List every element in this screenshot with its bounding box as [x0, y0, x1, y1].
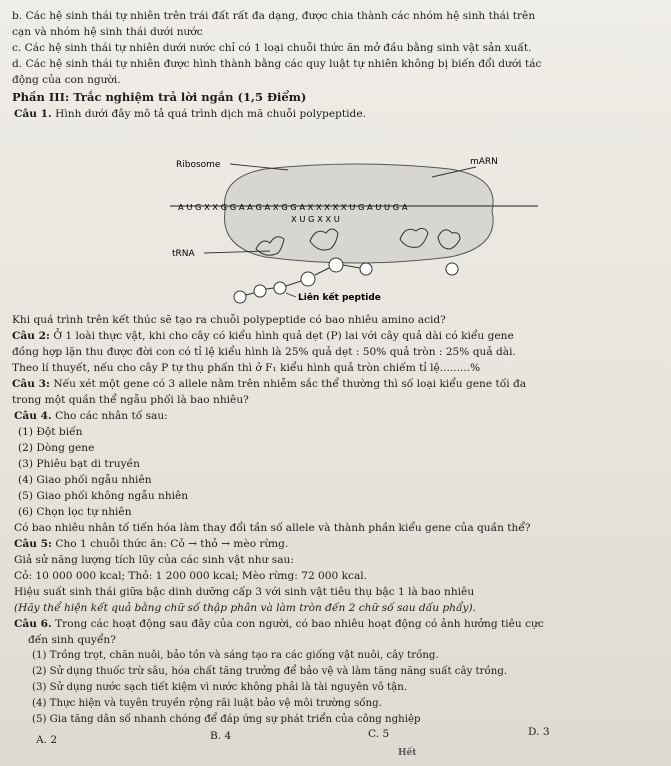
q2-text1: Ở 1 loài thực vật, khi cho cây có kiểu hình quả dẹt (P) lai với cây quả dài có kiểu gene — [49, 330, 514, 342]
peptide-bond-label: Liên kết peptide — [298, 293, 381, 303]
q6-item: (5) Gia tăng dân số nhanh chóng để đáp ứng sự phát triển của công nghiệp — [32, 714, 421, 725]
q1-text: Hình dưới đây mô tả quá trình dịch mã chuỗi polypeptide. — [51, 108, 366, 120]
amino-acid — [274, 282, 286, 294]
amino-acid — [329, 258, 343, 272]
q3-line2: trong một quần thể ngẫu phối là bao nhiêu? — [12, 394, 249, 406]
amino-acid — [254, 285, 266, 297]
q3-label: Câu 3: — [12, 378, 50, 390]
mrna-label: mARN — [470, 157, 498, 167]
q6-label: Câu 6. — [14, 618, 52, 630]
q1-prompt — [14, 108, 366, 121]
translation-diagram — [170, 153, 540, 311]
q6-line1 — [14, 618, 544, 631]
q2-label: Câu 2: — [12, 330, 50, 342]
q3-text1: Nếu xét một gene có 3 allele nằm trên nhiễm sắc thể thường thì số loại kiểu gene tối đa — [49, 378, 527, 390]
q4-intro — [14, 410, 168, 423]
statement-b-line1: b. Các hệ sinh thái tự nhiên trên trái đất rất đa dạng, được chia thành các nhóm hệ sinh thái trên — [12, 10, 536, 22]
q4-intro-text: Cho các nhân tố sau: — [51, 410, 168, 422]
q5-line4: Hiệu suất sinh thái giữa bậc dinh dưỡng cấp 3 với sinh vật tiêu thụ bậc 1 là bao nhiêu — [14, 586, 475, 598]
q5-line5: (Hãy thể hiện kết quả bằng chữ số thập phân và làm tròn đến 2 chữ số sau dấu phẩy). — [14, 602, 476, 614]
q4-label: Câu 4. — [14, 410, 52, 422]
amino-acid — [360, 263, 372, 275]
amino-acid — [301, 272, 315, 286]
q4-item: (1) Đột biến — [18, 426, 83, 438]
q4-question: Có bao nhiêu nhân tố tiến hóa làm thay đổi tần số allele và thành phần kiểu gene của quần thể? — [14, 522, 531, 534]
part3-title: Phần III: Trắc nghiệm trả lời ngắn (1,5 Điểm) — [12, 90, 307, 104]
q6-line2: đến sinh quyển? — [28, 634, 116, 646]
trna-anticodons: X U G X X U — [291, 214, 340, 224]
q6-item: (4) Thực hiện và tuyên truyền rộng rãi luật bảo vệ môi trường sống. — [32, 698, 382, 709]
q6-item: (3) Sử dụng nước sạch tiết kiệm vì nước không phải là tài nguyên vô tận. — [32, 682, 408, 693]
q2-line1 — [12, 330, 514, 343]
statement-d-line2: động của con người. — [12, 74, 121, 86]
q2-line2: đồng hợp lặn thu được đời con có tỉ lệ kiểu hình là 25% quả dẹt : 50% quả tròn : 25% quả dài. — [12, 346, 516, 358]
statement-b-line2: cạn và nhóm hệ sinh thái dưới nước — [12, 26, 203, 38]
q6-option-b[interactable]: B. 4 — [210, 730, 232, 742]
q6-option-a[interactable]: A. 2 — [36, 734, 58, 746]
q5-line1 — [14, 538, 288, 551]
q4-item: (3) Phiêu bạt di truyền — [18, 458, 140, 470]
q2-line3: Theo lí thuyết, nếu cho cây P tự thụ phấn thì ở F₁ kiểu hình quả tròn chiếm tỉ lệ.........% — [12, 362, 481, 374]
q4-item: (5) Giao phối không ngẫu nhiên — [18, 490, 189, 502]
q6-option-c[interactable]: C. 5 — [368, 728, 390, 740]
q5-line2: Giả sử năng lượng tích lũy của các sinh vật như sau: — [14, 554, 294, 566]
amino-acid — [446, 263, 458, 275]
q4-item: (2) Dòng gene — [18, 442, 95, 454]
q5-text1: Cho 1 chuỗi thức ăn: Cỏ → thỏ → mèo rừng. — [51, 538, 289, 550]
q1-question: Khi quá trình trên kết thúc sẽ tạo ra chuỗi polypeptide có bao nhiêu amino acid? — [12, 314, 446, 326]
statement-c: c. Các hệ sinh thái tự nhiên dưới nước chỉ có 1 loại chuỗi thức ăn mở đầu bằng sinh vật sản xuất. — [12, 42, 532, 54]
q6-item: (2) Sử dụng thuốc trừ sâu, hóa chất tăng trưởng để bảo vệ và làm tăng năng suất cây trồng. — [32, 666, 508, 677]
ribosome-label: Ribosome — [176, 160, 221, 170]
mrna-sequence: A U G X X G G A A G A X G G A X X X X X U G A U U G A — [178, 202, 408, 212]
q1-label: Câu 1. — [14, 108, 52, 120]
q4-item: (6) Chọn lọc tự nhiên — [18, 506, 132, 518]
q5-label: Câu 5: — [14, 538, 52, 550]
q6-item: (1) Trồng trọt, chăn nuôi, bảo tồn và sáng tạo ra các giống vật nuôi, cây trồng. — [32, 650, 439, 661]
q5-line3: Cỏ: 10 000 000 kcal; Thỏ: 1 200 000 kcal; Mèo rừng: 72 000 kcal. — [14, 570, 368, 582]
amino-acid — [234, 291, 246, 303]
q6-option-d[interactable]: D. 3 — [528, 726, 550, 738]
q4-item: (4) Giao phối ngẫu nhiên — [18, 474, 152, 486]
end-marker: Hết — [398, 748, 417, 758]
q3-line1 — [12, 378, 526, 391]
statement-d-line1: d. Các hệ sinh thái tự nhiên được hình thành bằng các quy luật tự nhiên không bị biến đổi dưới tác — [12, 58, 542, 70]
trna-label: tRNA — [172, 249, 195, 259]
q6-text1: Trong các hoạt động sau đây của con người, có bao nhiêu hoạt động có ảnh hưởng tiêu cực — [51, 618, 544, 630]
